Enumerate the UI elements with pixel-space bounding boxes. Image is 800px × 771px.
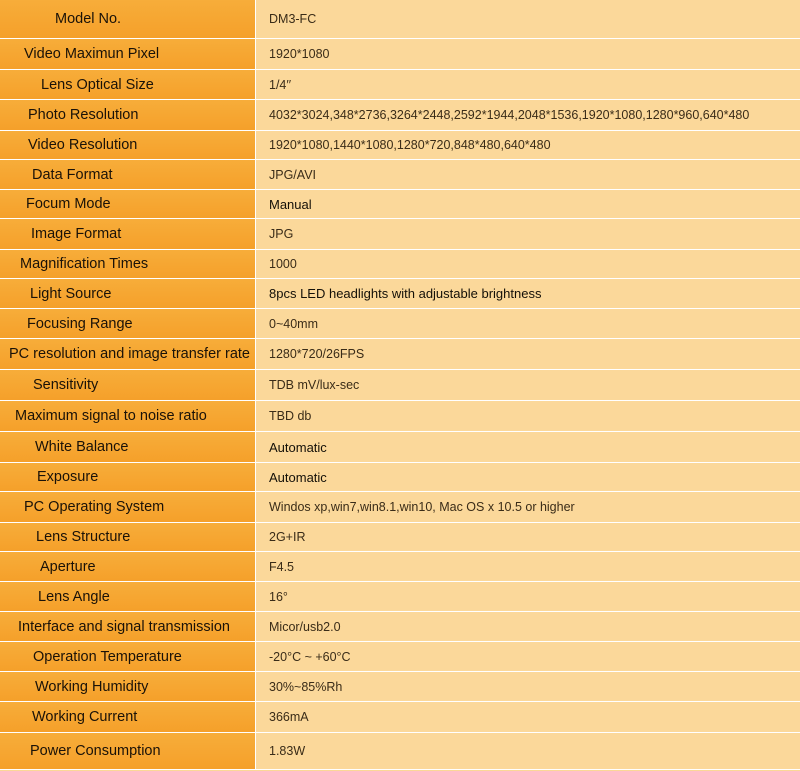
spec-row-sensitivity [0,370,800,401]
spec-label: Model No. [0,0,256,38]
spec-row-operation-temperature [0,642,800,672]
spec-value: 1.83W [256,733,800,769]
spec-row-video-resolution [0,131,800,160]
spec-label: Power Consumption [0,733,256,769]
spec-value: 4032*3024,348*2736,3264*2448,2592*1944,2048*1536,1920*1080,1280*960,640*480 [256,100,800,130]
spec-value: Automatic [256,432,800,462]
spec-row-interface [0,612,800,642]
spec-row-video-max-pixel [0,39,800,70]
spec-row-pc-resolution [0,339,800,370]
spec-value: JPG [256,219,800,249]
spec-value: 366mA [256,702,800,732]
spec-label: Lens Structure [0,523,256,551]
spec-value: 16° [256,582,800,611]
spec-value: 1280*720/26FPS [256,339,800,369]
spec-value: Manual [256,190,800,218]
spec-row-lens-angle [0,582,800,612]
spec-value: F4.5 [256,552,800,581]
spec-label: Focum Mode [0,190,256,218]
spec-label: Focusing Range [0,309,256,338]
spec-label: Video Maximun Pixel [0,39,256,69]
spec-value: 30%~85%Rh [256,672,800,701]
spec-value: Micor/usb2.0 [256,612,800,641]
spec-label: Magnification Times [0,250,256,278]
spec-row-aperture [0,552,800,582]
spec-label: Sensitivity [0,370,256,400]
spec-label: White Balance [0,432,256,462]
spec-label: Lens Angle [0,582,256,611]
spec-value: Automatic [256,463,800,491]
spec-row-photo-resolution [0,100,800,131]
spec-label: Photo Resolution [0,100,256,130]
spec-label: Working Current [0,702,256,732]
spec-label: PC Operating System [0,492,256,522]
spec-label: Data Format [0,160,256,189]
spec-value: 8pcs LED headlights with adjustable brightness [256,279,800,308]
spec-label: PC resolution and image transfer rate [0,339,256,369]
spec-value: 1920*1080 [256,39,800,69]
spec-row-magnification [0,250,800,279]
spec-label: Image Format [0,219,256,249]
spec-value: 2G+IR [256,523,800,551]
spec-label: Maximum signal to noise ratio [0,401,256,431]
spec-label: Operation Temperature [0,642,256,671]
spec-label: Working Humidity [0,672,256,701]
spec-label: Aperture [0,552,256,581]
spec-value: Windos xp,win7,win8.1,win10, Mac OS x 10.5 or higher [256,492,800,522]
spec-row-lens-structure [0,523,800,552]
spec-label: Lens Optical Size [0,70,256,99]
spec-label: Light Source [0,279,256,308]
spec-row-light-source [0,279,800,309]
spec-label: Interface and signal transmission [0,612,256,641]
spec-row-model-no [0,0,800,39]
spec-row-working-humidity [0,672,800,702]
spec-row-white-balance [0,432,800,463]
spec-row-lens-optical-size [0,70,800,100]
spec-value: TBD db [256,401,800,431]
spec-label: Video Resolution [0,131,256,159]
spec-row-image-format [0,219,800,250]
spec-row-power-consumption [0,733,800,770]
spec-value: TDB mV/lux-sec [256,370,800,400]
spec-value: JPG/AVI [256,160,800,189]
spec-row-pc-os [0,492,800,523]
spec-value: DM3-FC [256,0,800,38]
spec-value: 1920*1080,1440*1080,1280*720,848*480,640*480 [256,131,800,159]
spec-row-data-format [0,160,800,190]
spec-value: -20°C ~ +60°C [256,642,800,671]
spec-value: 1/4′′ [256,70,800,99]
spec-label: Exposure [0,463,256,491]
spec-value: 0~40mm [256,309,800,338]
spec-row-focum-mode [0,190,800,219]
spec-row-exposure [0,463,800,492]
spec-value: 1000 [256,250,800,278]
spec-row-snr [0,401,800,432]
spec-row-focusing-range [0,309,800,339]
spec-row-working-current [0,702,800,733]
